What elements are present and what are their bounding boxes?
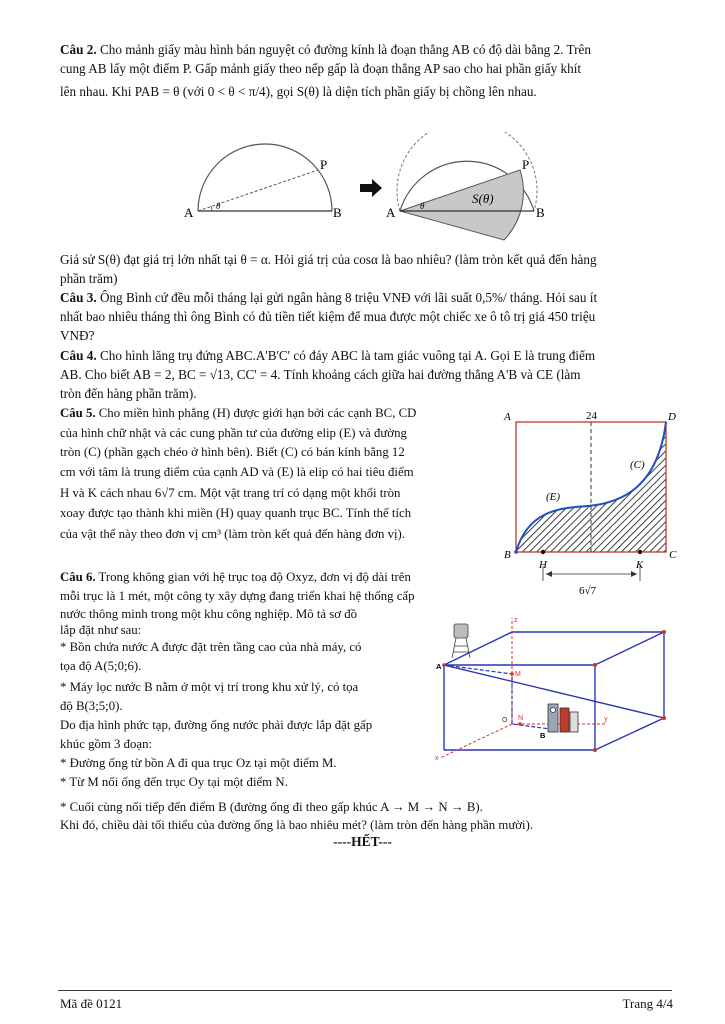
q5-line2: của hình chữ nhật và các cung phần tư của đường elip (E) và đường	[60, 425, 407, 440]
q6-label: Câu 6.	[60, 570, 96, 584]
q6-line14: Khi đó, chiều dài tối thiểu của đường ống là bao nhiêu mét? (làm tròn đến hàng phần mười).	[60, 818, 534, 832]
q6-line5: * Bồn chứa nước A được đặt trên tầng cao của nhà máy, có	[60, 640, 362, 654]
label-m: M	[515, 671, 521, 678]
label-x: x	[435, 755, 439, 762]
question-3	[60, 288, 672, 345]
label-p-left: P	[320, 157, 328, 172]
water-filter-icon	[548, 704, 578, 732]
point-a	[442, 663, 446, 667]
pipe-path	[444, 665, 558, 730]
q4-line3: tròn đến hàng phần trăm).	[60, 386, 197, 401]
label-a: A	[436, 662, 442, 671]
label-b: B	[504, 549, 511, 561]
q4-line1: Cho hình lăng trụ đứng ABC.A'B'C' có đáy ABC là tam giác vuông tại A. Gọi E là trung điểm	[99, 348, 596, 363]
q4-line2: AB. Cho biết AB = 2, BC = √13, CC' = 4. Tính khoảng cách giữa hai đường thẳng A'B và CE (làm	[60, 367, 581, 382]
label-n: N	[518, 715, 524, 722]
q2-line3: lên nhau. Khi PAB = θ (với 0 < θ < π/4), gọi S(θ) là diện tích phần giấy bị chồng lên nhau.	[60, 84, 537, 99]
q3-line2: nhất bao nhiêu tháng thì ông Bình có đủ tiền tiết kiệm để mua được một chiếc xe ô tô trị giá 450 triệu	[60, 309, 596, 324]
label-theta-left: θ	[216, 201, 221, 211]
arrow-right-icon	[631, 571, 637, 577]
question-2	[60, 40, 672, 101]
q2-line1: Cho mảnh giấy màu hình bán nguyệt có đường kính là đoạn thẳng AB có độ dài bằng 2. Trên	[99, 42, 591, 57]
question-6-final	[60, 798, 672, 834]
q4-label: Câu 4.	[60, 348, 97, 363]
question-6	[60, 568, 480, 792]
label-h: H	[539, 559, 547, 571]
question-2-continued	[60, 250, 672, 288]
q6-line7: * Máy lọc nước B nằm ở một vị trí trong khu xử lý, có tọa	[60, 680, 359, 694]
q5-line1: Cho miền hình phẳng (H) được giới hạn bởi các cạnh BC, CD	[98, 406, 417, 420]
point-m	[510, 672, 514, 676]
q5-line5: H và K cách nhau 6√7 cm. Một vật trang trí có dạng một khối tròn	[60, 486, 401, 500]
label-o: O	[502, 717, 508, 724]
label-6sqrt7: 6√7	[579, 585, 597, 597]
label-a: A	[504, 411, 511, 423]
q2-after2: phần trăm)	[60, 271, 118, 286]
q6-line13: * Cuối cùng nối tiếp đến điểm B (đường ống đi theo gấp khúc A → M → N → B).	[60, 800, 483, 814]
footer-divider	[58, 990, 672, 991]
q6-line2: mỗi trục là 1 mét, một công ty xây dựng đang triển khai hệ thống cấp	[60, 589, 415, 603]
label-s-theta: S(θ)	[472, 191, 494, 206]
label-a-left: A	[184, 205, 194, 220]
question-4	[60, 346, 672, 403]
label-p-right: P	[522, 157, 530, 172]
q6-line10: khúc gồm 3 đoạn:	[60, 737, 153, 751]
q2-label: Câu 2.	[60, 42, 97, 57]
label-theta-right: θ	[420, 201, 425, 211]
label-d: D	[668, 411, 676, 423]
q6-line4: lắp đặt như sau:	[60, 623, 142, 637]
q5-label: Câu 5.	[60, 406, 96, 420]
label-k: K	[636, 559, 644, 571]
q6-line8: độ B(3;5;0).	[60, 699, 123, 713]
ellipse-circle-figure	[498, 406, 688, 602]
q5-line3: tròn (C) (phần gạch chéo ở hình bên). Biết (C) có bán kính bằng 12	[60, 445, 405, 459]
q3-line3: VNĐ?	[60, 328, 95, 343]
label-a-right: A	[386, 205, 396, 220]
arrow-left-icon	[546, 571, 552, 577]
q5-line7: của vật thể này theo đơn vị cm³ (làm tròn kết quả đến hàng đơn vị).	[60, 527, 406, 541]
question-5	[60, 404, 480, 545]
point-b	[514, 550, 518, 554]
q2-line2: cung AB lấy một điểm P. Gấp mảnh giấy theo nếp gấp là đoạn thẳng AP sao cho hai phần giấy khít	[60, 61, 582, 76]
q5-line6: xoay được tạo thành khi miền (H) quay quanh trục BC. Tính thể tích	[60, 505, 412, 520]
q6-line12: * Từ M nối ống đến trục Oy tại một điểm N.	[60, 775, 288, 789]
label-z: z	[514, 617, 518, 624]
label-ellipse-e: (E)	[546, 491, 561, 503]
end-marker: ----HẾT---	[333, 834, 392, 849]
q6-line6: tọa độ A(5;0;6).	[60, 659, 142, 673]
axis-x	[440, 724, 512, 758]
label-b-right: B	[536, 205, 545, 220]
arrow-right-icon	[360, 179, 382, 197]
label-b: B	[540, 731, 546, 740]
label-y: y	[604, 716, 608, 723]
point-k	[638, 550, 642, 554]
q3-line1: Ông Bình cứ đều mỗi tháng lại gửi ngân hàng 8 triệu VNĐ với lãi suất 0,5%/ tháng. Hỏi sau ít	[99, 290, 598, 305]
semicircle-figure	[180, 132, 560, 250]
q6-line1: Trong không gian với hệ trục toạ độ Oxyz, đơn vị độ dài trên	[98, 570, 411, 584]
label-circle-c: (C)	[630, 459, 645, 471]
q6-line3: nước thông minh trong một khu công nghiệp. Mô tả sơ đồ	[60, 607, 358, 621]
point-h	[541, 550, 545, 554]
q6-line11: * Đường ống từ bồn A đi qua trục Oz tại một điểm M.	[60, 756, 337, 770]
q6-line9: Do địa hình phức tạp, đường ống nước phải được lắp đặt gấp	[60, 718, 373, 732]
point-n	[518, 722, 522, 726]
pipe-system-figure	[432, 612, 677, 764]
exam-code: Mã đề 0121	[60, 996, 123, 1011]
label-c: C	[669, 549, 677, 561]
page-number: Trang 4/4	[622, 996, 673, 1011]
q3-label: Câu 3.	[60, 290, 97, 305]
label-b-left: B	[333, 205, 342, 220]
q2-after1: Giả sử S(θ) đạt giá trị lớn nhất tại θ = α. Hỏi giá trị của cosα là bao nhiêu? (làm tròn kết quả đến hàng	[60, 252, 597, 267]
q5-line4: cm với tâm là trung điểm của cạnh AD và (E) là elip có hai tiêu điểm	[60, 464, 414, 479]
water-tank-icon	[452, 624, 470, 658]
label-24: 24	[586, 410, 597, 422]
